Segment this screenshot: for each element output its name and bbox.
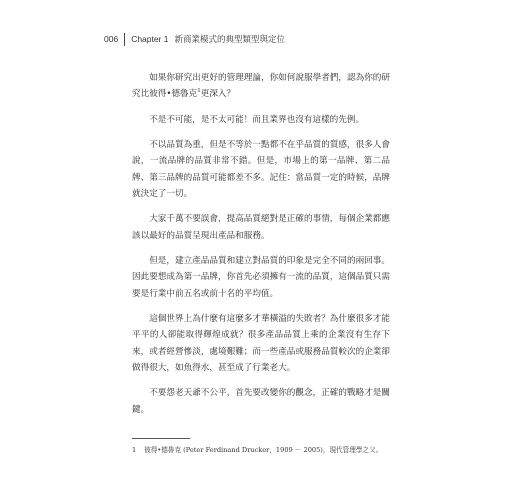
paragraph-3: 不以品質為重，但是不等於一點都不在乎品質的質感，很多人會說，一流品牌的品質非常不錯。但是，市場上的第一品牌、第二品牌、第三品牌的品質可能都差不多。記住：當品質一定的時候，品牌就決定了一切。 xyxy=(132,139,390,200)
chapter-title: 新商業模式的典型類型與定位 xyxy=(174,34,286,44)
running-header xyxy=(104,31,285,47)
paragraph-1 xyxy=(132,70,390,103)
footnote-number: 1 xyxy=(132,446,137,454)
paragraph-6: 這個世界上為什麼有這麼多才華橫溢的失敗者？為什麼很多才能平平的人卻能取得輝煌成就？很多產品品質上乘的企業沒有生存下來，或者經營慘淡，處境艱難；而一些產品或服務品質較次的企業卻做得很大，如魚得水，甚至成了行業老大。 xyxy=(132,313,390,374)
page-number: 006 xyxy=(104,34,119,44)
paragraph-1-text-end: 更深入？ xyxy=(200,89,236,100)
paragraph-1-text: 如果你研究出更好的管理理論，你如何說服學者們，認為你的研究比彼得•德魯克 xyxy=(132,73,390,100)
footnote-text: 彼得•德魯克 (Peter Ferdinand Drucker，1909 － 2005)，現代管理學之父。 xyxy=(144,446,383,454)
paragraph-2: 不是不可能，是不太可能！而且業界也沒有這樣的先例。 xyxy=(149,114,365,125)
paragraph-7: 不要怨老天爺不公平，首先要改變你的觀念，正確的戰略才是關鍵。 xyxy=(132,388,390,415)
paragraph-5: 但是，建立產品品質和建立對品質的印象是完全不同的兩回事。因此要想成為第一品牌，你首先必須擁有一流的品質，這個品質只需要是行業中前五名或前十名的平均值。 xyxy=(132,255,390,299)
header-divider xyxy=(124,33,125,46)
footnote-rule xyxy=(132,438,190,439)
chapter-label: Chapter 1 xyxy=(131,34,169,44)
body-text xyxy=(132,70,390,427)
paragraph-4: 大家千萬不要誤會，提高品質絕對是正確的事情，每個企業都應該以最好的品質呈現出產品和服務。 xyxy=(132,214,390,241)
footnote xyxy=(132,446,402,455)
footnote-reference: 1 xyxy=(197,88,201,95)
